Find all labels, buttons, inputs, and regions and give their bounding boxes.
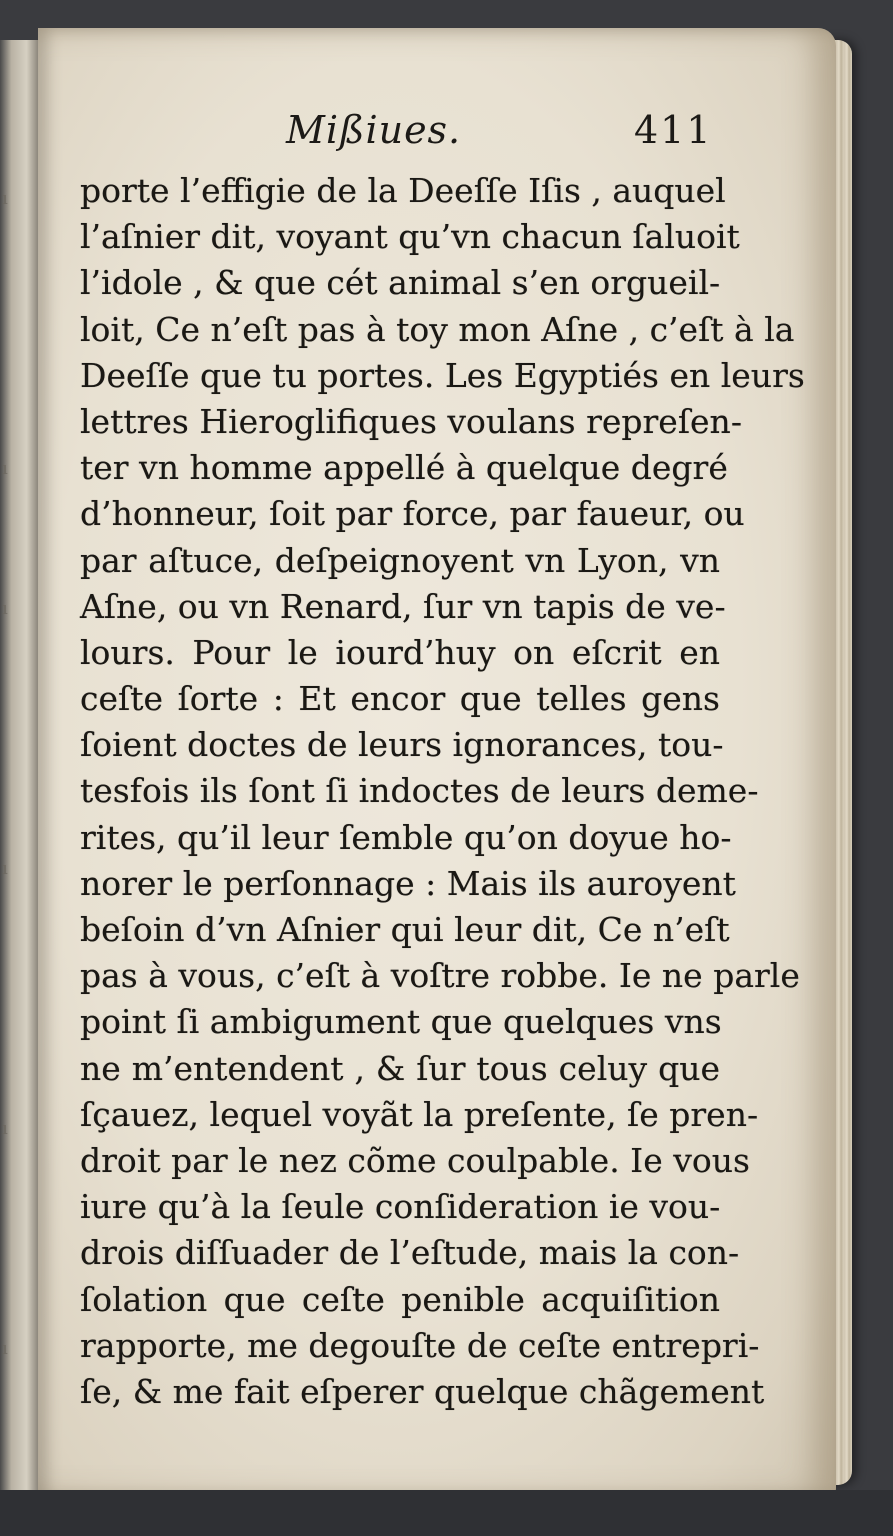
text-line: ter vn homme appellé à quelque degré bbox=[80, 448, 728, 488]
text-line: loit, Ce n’eſt pas à toy mon Aſne , c’eſt à la bbox=[80, 309, 795, 349]
show-through-mark: ı bbox=[2, 858, 8, 879]
text-line: pas à vous, c’eſt à voſtre robbe. Ie ne parle bbox=[80, 956, 800, 996]
scan-background bbox=[0, 1490, 893, 1536]
text-line: ne m’entendent , & ſur tous celuy que bbox=[80, 1048, 720, 1088]
text-line: ſolation que ceſte penible acquiſition bbox=[80, 1279, 720, 1319]
text-line: porte l’effigie de la Deeſſe Iſis , auquel bbox=[80, 171, 726, 210]
text-line: drois diſſuader de l’eſtude, mais la con- bbox=[80, 1233, 740, 1273]
text-line: ſe, & me fait eſperer quelque chãgement bbox=[80, 1371, 765, 1411]
show-through-mark: ı bbox=[2, 1118, 8, 1139]
text-line: tesfois ils ſont ſi indoctes de leurs deme- bbox=[80, 771, 759, 811]
text-line: iure qu’à la ſeule conſideration ie vou- bbox=[80, 1187, 721, 1227]
show-through-mark: ı bbox=[2, 1338, 8, 1359]
text-line: par aſtuce, deſpeignoyent vn Lyon, vn bbox=[80, 540, 720, 580]
facing-page-edge bbox=[0, 40, 41, 1490]
text-line: lours. Pour le iourd’huy on eſcrit en bbox=[80, 632, 720, 672]
text-line: d’honneur, ſoit par force, par faueur, ou bbox=[80, 494, 745, 534]
page-header bbox=[68, 90, 728, 150]
text-line: l’idole , & que cét animal s’en orgueil- bbox=[80, 263, 721, 303]
show-through-mark: ı bbox=[2, 458, 8, 479]
text-line: Aſne, ou vn Renard, ſur vn tapis de ve- bbox=[80, 586, 726, 626]
text-line: point ſi ambigument que quelques vns bbox=[80, 1002, 722, 1042]
show-through-mark: ı bbox=[2, 188, 8, 209]
text-line: rites, qu’il leur ſemble qu’on doyue ho- bbox=[80, 817, 732, 857]
text-line: norer le perſonnage : Mais ils auroyent bbox=[80, 863, 736, 903]
text-line: l’aſnier dit, voyant qu’vn chacun ſaluoit bbox=[80, 217, 740, 257]
text-line: rapporte, me degouſte de ceſte entrepri- bbox=[80, 1325, 760, 1365]
running-title: Mißiues. bbox=[286, 108, 462, 152]
body-text bbox=[80, 168, 805, 1415]
page-number: 411 bbox=[634, 108, 713, 152]
text-line: lettres Hieroglifiques voulans repreſen- bbox=[80, 401, 742, 441]
text-line: ſçauez, lequel voyãt la preſente, ſe pren- bbox=[80, 1094, 759, 1134]
text-line: droit par le nez cõme coulpable. Ie vous bbox=[80, 1140, 750, 1180]
show-through-mark: ı bbox=[2, 598, 8, 619]
text-line: ſoient doctes de leurs ignorances, tou- bbox=[80, 725, 724, 765]
text-line: beſoin d’vn Aſnier qui leur dit, Ce n’eſt bbox=[80, 910, 730, 949]
text-line: ceſte ſorte : Et encor que telles gens bbox=[80, 679, 720, 719]
text-line: Deeſſe que tu portes. Les Egyptiés en leurs bbox=[80, 355, 805, 395]
book-page bbox=[38, 28, 836, 1498]
